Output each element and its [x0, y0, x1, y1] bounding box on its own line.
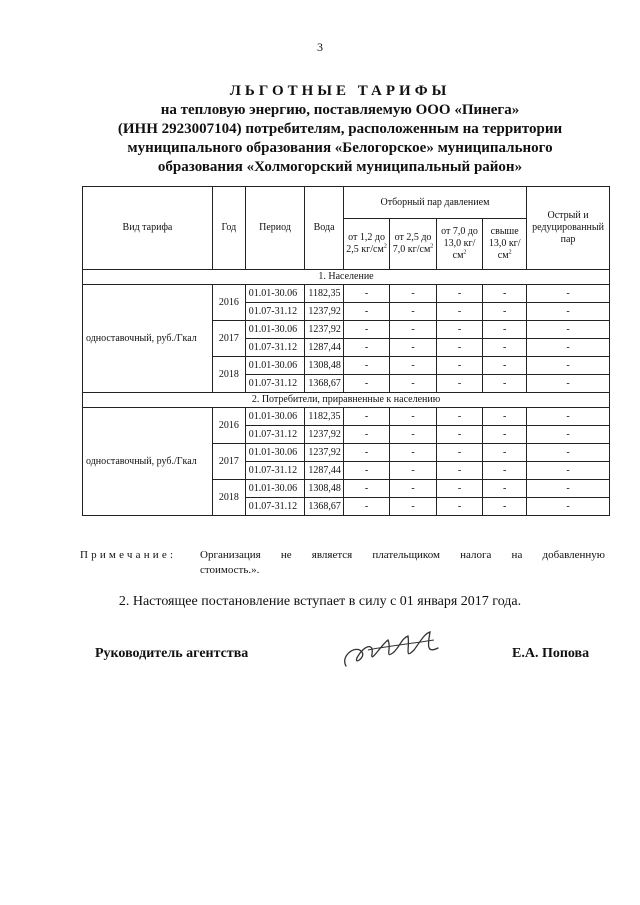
sharp-steam-cell: -: [527, 426, 610, 444]
steam-cell: -: [436, 357, 483, 375]
steam-cell: -: [343, 444, 389, 462]
steam-cell: -: [483, 444, 527, 462]
sharp-steam-cell: -: [527, 462, 610, 480]
sharp-steam-cell: -: [527, 480, 610, 498]
steam-cell: -: [343, 408, 389, 426]
title-line-4: муниципального образования «Белогорское» муниципального: [127, 140, 553, 156]
water-cell: 1368,67: [305, 498, 344, 516]
sharp-steam-cell: -: [527, 357, 610, 375]
steam-cell: -: [343, 498, 389, 516]
sharp-steam-cell: -: [527, 408, 610, 426]
steam-cell: -: [436, 462, 483, 480]
year-cell: 2017: [212, 444, 245, 480]
period-cell: 01.01-30.06: [245, 321, 305, 339]
year-cell: 2016: [212, 285, 245, 321]
period-cell: 01.01-30.06: [245, 357, 305, 375]
header-sharp-steam: Острый и редуцированный пар: [527, 187, 610, 270]
steam-cell: -: [483, 285, 527, 303]
year-cell: 2018: [212, 480, 245, 516]
steam-cell: -: [436, 498, 483, 516]
steam-cell: -: [436, 408, 483, 426]
steam-cell: -: [436, 480, 483, 498]
steam-cell: -: [483, 339, 527, 357]
sharp-steam-cell: -: [527, 375, 610, 393]
header-steam: Отборный пар давлением: [343, 187, 526, 219]
title-line-5: образования «Холмогорский муниципальный район»: [157, 159, 523, 175]
tariff-type-cell: одноставочный, руб./Гкал: [83, 285, 213, 393]
sharp-steam-cell: -: [527, 285, 610, 303]
steam-cell: -: [483, 462, 527, 480]
period-cell: 01.07-31.12: [245, 303, 305, 321]
water-cell: 1237,92: [305, 426, 344, 444]
tariffs-table: [82, 186, 610, 516]
section-title: 1. Население: [83, 270, 610, 285]
section-title: 2. Потребители, приравненные к населению: [83, 393, 610, 408]
water-cell: 1182,35: [305, 408, 344, 426]
steam-cell: -: [436, 285, 483, 303]
steam-cell: -: [483, 498, 527, 516]
header-steam-col-4: свыше 13,0 $кг/см^2$: [483, 219, 527, 270]
document-title: [60, 82, 620, 177]
steam-cell: -: [390, 480, 436, 498]
period-cell: 01.07-31.12: [245, 462, 305, 480]
steam-cell: -: [343, 357, 389, 375]
note-text-continued: стоимость.».: [200, 564, 260, 576]
steam-cell: -: [483, 408, 527, 426]
steam-cell: -: [390, 339, 436, 357]
sharp-steam-cell: -: [527, 444, 610, 462]
steam-cell: -: [390, 321, 436, 339]
period-cell: 01.07-31.12: [245, 375, 305, 393]
decree-effective-date: 2. Настоящее постановление вступает в силу с 01 января 2017 года.: [118, 594, 522, 609]
steam-cell: -: [483, 375, 527, 393]
period-cell: 01.07-31.12: [245, 339, 305, 357]
steam-cell: -: [436, 375, 483, 393]
note-text: Организация не является плательщиком налога на добавленную: [200, 549, 605, 561]
steam-cell: -: [390, 357, 436, 375]
title-line-1: ЛЬГОТНЫЕ ТАРИФЫ: [229, 83, 451, 99]
header-tariff-type: Вид тарифа: [83, 187, 213, 270]
water-cell: 1287,44: [305, 339, 344, 357]
header-steam-col-1: от 1,2 до 2,5 $кг/см^2$: [343, 219, 389, 270]
steam-cell: -: [483, 357, 527, 375]
title-line-2: на тепловую энергию, поставляемую ООО «Пинега»: [160, 102, 520, 118]
water-cell: 1368,67: [305, 375, 344, 393]
signature-image: [338, 626, 448, 674]
steam-cell: -: [390, 375, 436, 393]
header-steam-col-3: от 7,0 до 13,0 $кг/см^2$: [436, 219, 483, 270]
sharp-steam-cell: -: [527, 321, 610, 339]
signatory-name: Е.А. Попова: [512, 646, 590, 661]
period-cell: 01.01-30.06: [245, 285, 305, 303]
steam-cell: -: [343, 480, 389, 498]
header-steam-col-2: от 2,5 до 7,0 $кг/см^2$: [390, 219, 436, 270]
steam-cell: -: [390, 285, 436, 303]
page-number: 3: [317, 40, 323, 54]
header-year: Год: [212, 187, 245, 270]
period-cell: 01.01-30.06: [245, 444, 305, 462]
steam-cell: -: [390, 498, 436, 516]
period-cell: 01.07-31.12: [245, 498, 305, 516]
signatory-position: Руководитель агентства: [95, 646, 249, 661]
steam-cell: -: [390, 426, 436, 444]
steam-cell: -: [436, 444, 483, 462]
steam-cell: -: [483, 480, 527, 498]
water-cell: 1237,92: [305, 444, 344, 462]
steam-cell: -: [343, 339, 389, 357]
sharp-steam-cell: -: [527, 303, 610, 321]
year-cell: 2016: [212, 408, 245, 444]
steam-cell: -: [436, 426, 483, 444]
sharp-steam-cell: -: [527, 339, 610, 357]
table-row: [83, 285, 610, 303]
steam-cell: -: [390, 408, 436, 426]
note-label: Примечание:: [80, 549, 177, 561]
steam-cell: -: [343, 285, 389, 303]
year-cell: 2017: [212, 321, 245, 357]
steam-cell: -: [483, 303, 527, 321]
steam-cell: -: [343, 303, 389, 321]
tariff-type-cell: одноставочный, руб./Гкал: [83, 408, 213, 516]
steam-cell: -: [343, 321, 389, 339]
year-cell: 2018: [212, 357, 245, 393]
steam-cell: -: [343, 462, 389, 480]
title-line-3: (ИНН 2923007104) потребителям, расположенным на территории: [117, 121, 563, 137]
period-cell: 01.01-30.06: [245, 408, 305, 426]
water-cell: 1308,48: [305, 357, 344, 375]
header-period: Период: [245, 187, 305, 270]
period-cell: 01.07-31.12: [245, 426, 305, 444]
water-cell: 1237,92: [305, 303, 344, 321]
steam-cell: -: [483, 426, 527, 444]
water-cell: 1287,44: [305, 462, 344, 480]
steam-cell: -: [436, 339, 483, 357]
steam-cell: -: [390, 462, 436, 480]
steam-cell: -: [343, 426, 389, 444]
water-cell: 1308,48: [305, 480, 344, 498]
steam-cell: -: [343, 375, 389, 393]
steam-cell: -: [390, 303, 436, 321]
water-cell: 1182,35: [305, 285, 344, 303]
steam-cell: -: [483, 321, 527, 339]
steam-cell: -: [436, 303, 483, 321]
table-row: [83, 408, 610, 426]
steam-cell: -: [390, 444, 436, 462]
header-water: Вода: [305, 187, 344, 270]
water-cell: 1237,92: [305, 321, 344, 339]
steam-cell: -: [436, 321, 483, 339]
sharp-steam-cell: -: [527, 498, 610, 516]
period-cell: 01.01-30.06: [245, 480, 305, 498]
